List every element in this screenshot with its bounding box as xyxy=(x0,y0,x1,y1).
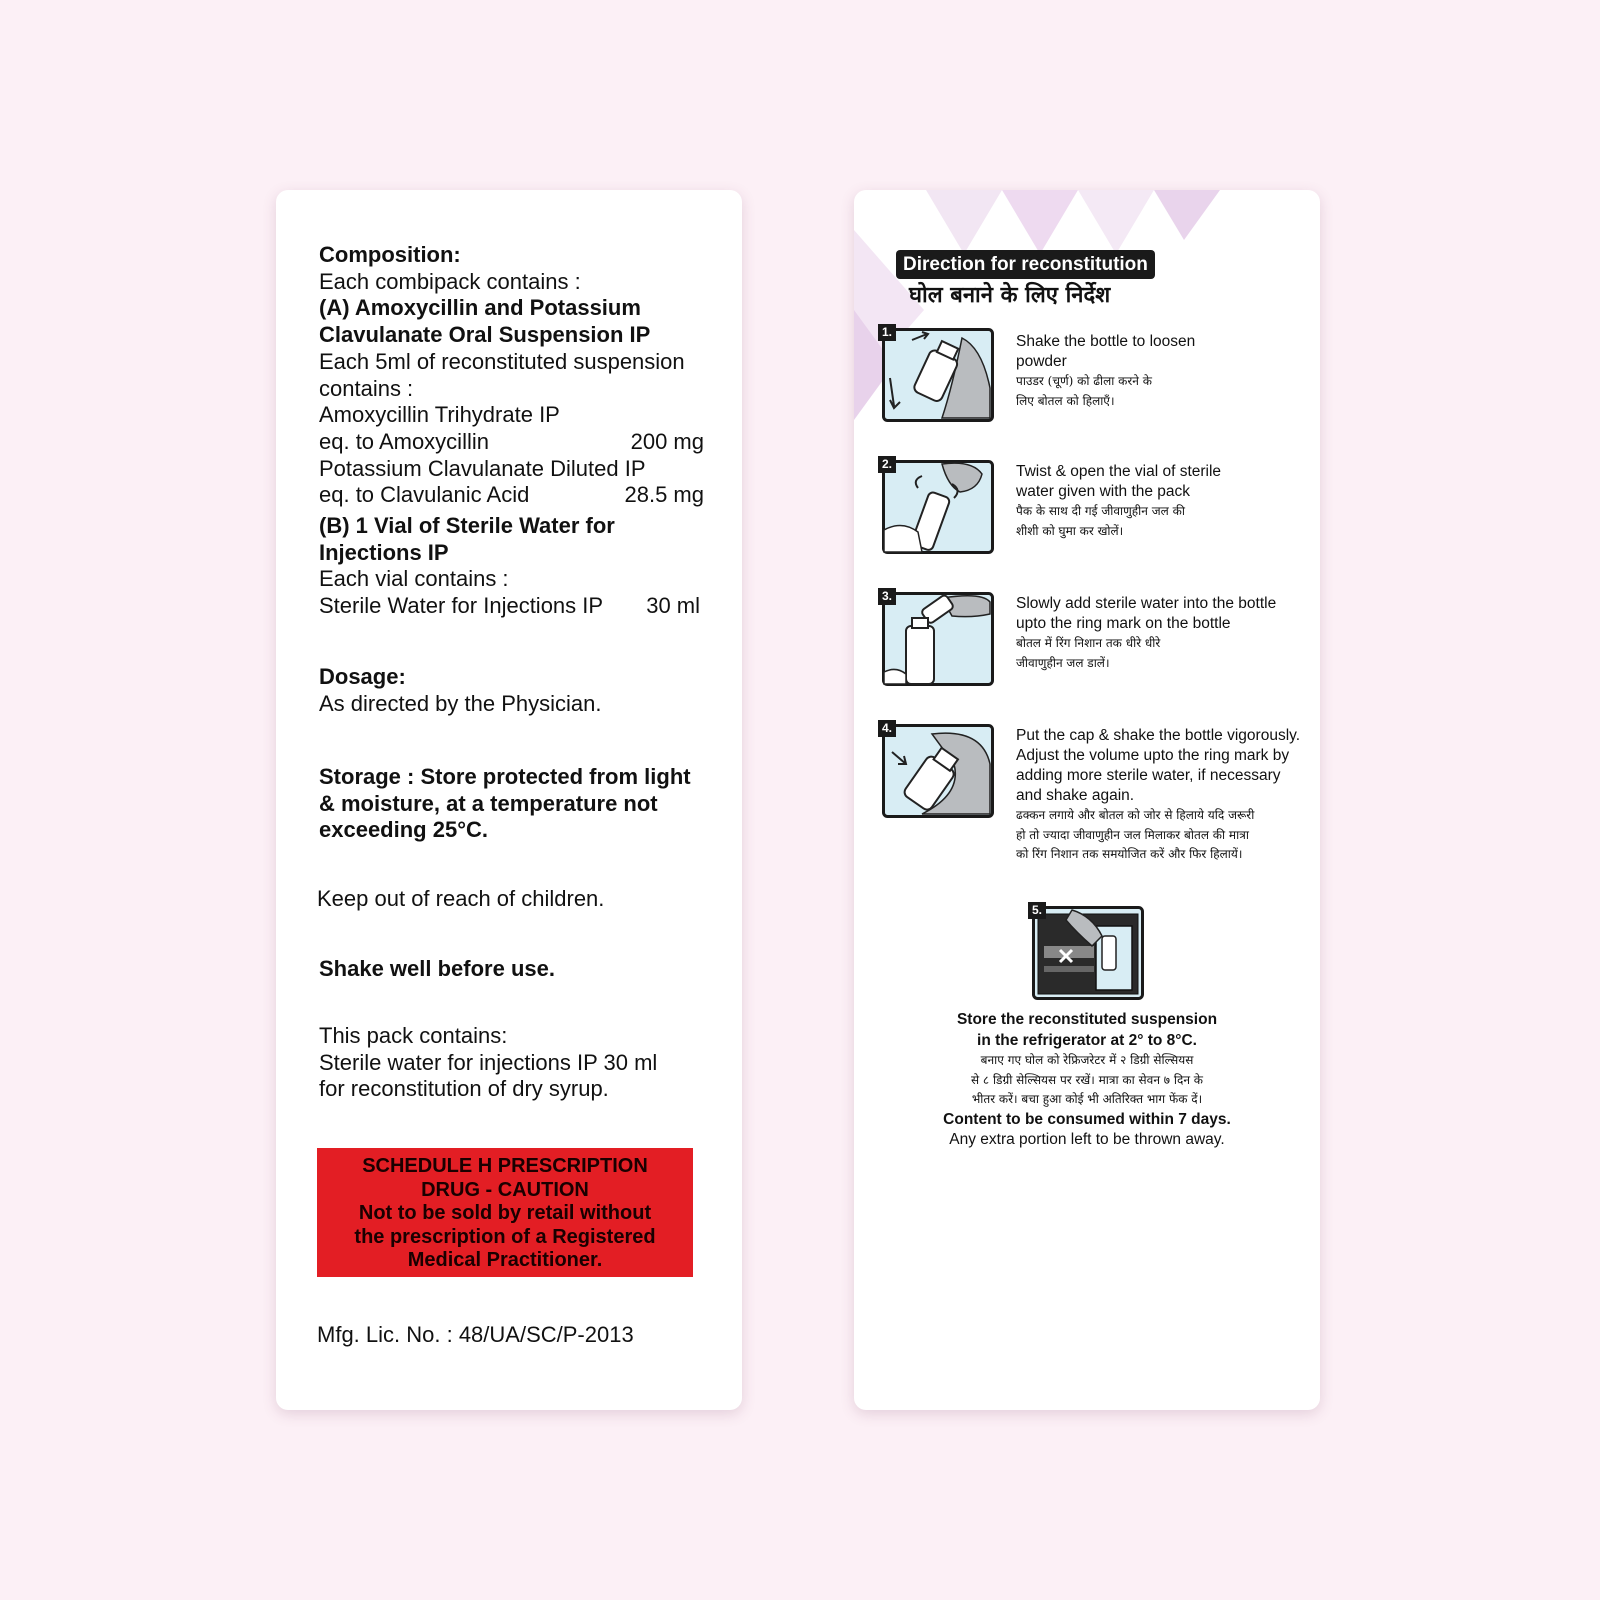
dosage-section xyxy=(319,664,704,717)
step-1-text xyxy=(1016,332,1306,411)
step-2-en-line-2: water given with the pack xyxy=(1016,483,1191,500)
step-4-en-line-3: adding more sterile water, if necessary xyxy=(1016,767,1281,784)
step-4-hi-line-3: को रिंग निशान तक समयोजित करें और फिर हिलायें। xyxy=(1016,847,1243,861)
part-a-line-1: (A) Amoxycillin and Potassium xyxy=(319,295,641,321)
step-5-hi-line-3: भीतर करें। बचा हुआ कोई भी अतिरिक्त भाग फेंक दें। xyxy=(971,1092,1203,1106)
pour-water-icon xyxy=(882,592,994,686)
step-3-hi-line-2: जीवाणुहीन जल डालें। xyxy=(1016,655,1110,670)
pack-line-3: for reconstitution of dry syrup. xyxy=(319,1076,609,1102)
direction-title-hindi: घोल बनाने के लिए निर्देश xyxy=(909,282,1111,308)
step-1-hi-line-1: पाउडर (चूर्ण) को ढीला करने के xyxy=(1016,374,1152,388)
storage-line-1: Storage : Store protected from light xyxy=(319,764,691,789)
shake-bottle-icon xyxy=(882,328,994,422)
schedule-line-1: SCHEDULE H PRESCRIPTION xyxy=(362,1155,648,1177)
step-3-en-line-1: Slowly add sterile water into the bottle xyxy=(1016,595,1277,612)
step-4-en-line-1: Put the cap & shake the bottle vigorously. xyxy=(1016,727,1301,744)
step-4-number: 4. xyxy=(878,720,896,737)
step-2-number: 2. xyxy=(878,456,896,473)
step-5-en-line-2: in the refrigerator at 2° to 8°C. xyxy=(977,1031,1197,1049)
step-4-en-line-2: Adjust the volume upto the ring mark by xyxy=(1016,747,1290,764)
part-b-line-1: (B) 1 Vial of Sterile Water for xyxy=(319,513,615,539)
pack-line-1: This pack contains: xyxy=(319,1023,508,1048)
storage-line-2: & moisture, at a temperature not xyxy=(319,790,658,816)
step-1-en-line-1: Shake the bottle to loosen xyxy=(1016,333,1196,350)
step-3-en-line-2: upto the ring mark on the bottle xyxy=(1016,615,1231,632)
step-3-text xyxy=(1016,594,1306,673)
part-a-line-2: Clavulanate Oral Suspension IP xyxy=(319,322,651,348)
step-4-hi-line-1: ढक्कन लगाये और बोतल को जोर से हिलाये यदि जरूरी xyxy=(1016,808,1255,822)
sterile-water-label: Sterile Water for Injections IP xyxy=(319,593,604,619)
clavulanic-eq-row xyxy=(319,482,704,509)
step-4-hi-line-2: हो तो ज्यादा जीवाणुहीन जल मिलाकर बोतल की मात्रा xyxy=(1016,827,1249,842)
refrigerator-icon xyxy=(1032,906,1144,1000)
keep-away-text: Keep out of reach of children. xyxy=(317,886,605,911)
schedule-line-4: the prescription of a Registered xyxy=(354,1225,656,1248)
mfg-license-number: Mfg. Lic. No. : 48/UA/SC/P-2013 xyxy=(317,1322,634,1347)
schedule-h-warning-box xyxy=(317,1148,693,1277)
step-1-en-line-2: powder xyxy=(1016,353,1067,370)
step-5-hi-line-1: बनाए गए घोल को रेफ्रिजरेटर में २ डिग्री सेल्सियस xyxy=(980,1053,1194,1067)
direction-title: Direction for reconstitution xyxy=(896,250,1155,279)
consume-within-7-days: Content to be consumed within 7 days. xyxy=(943,1110,1231,1128)
cap-shake-icon xyxy=(882,724,994,818)
storage-line-3: exceeding 25°C. xyxy=(319,817,488,843)
part-b-line-2: Injections IP xyxy=(319,539,449,565)
amoxycillin-eq-value: 200 mg xyxy=(630,428,704,454)
step-3-hi-line-1: बोतल में रिंग निशान तक धीरे धीरे xyxy=(1016,636,1161,650)
step-5-text xyxy=(914,1010,1260,1151)
step-1-number: 1. xyxy=(878,324,896,341)
step-3-number: 3. xyxy=(878,588,896,605)
amoxycillin-eq-row xyxy=(319,429,704,456)
combipack-line: Each combipack contains : xyxy=(319,268,581,294)
pack-line-2: Sterile water for injections IP 30 ml xyxy=(319,1049,658,1075)
step-2-hi-line-2: शीशी को घुमा कर खोलें। xyxy=(1016,523,1124,538)
dosage-heading: Dosage: xyxy=(319,664,406,689)
storage-section xyxy=(319,764,704,844)
amoxycillin-eq-label: eq. to Amoxycillin xyxy=(319,428,489,454)
step-4-text xyxy=(1016,726,1306,865)
composition-heading: Composition: xyxy=(319,242,461,267)
schedule-line-5: Medical Practitioner. xyxy=(407,1249,603,1271)
left-label-panel xyxy=(276,190,742,1410)
step-5-number: 5. xyxy=(1028,902,1046,919)
schedule-line-2: DRUG - CAUTION xyxy=(421,1178,589,1201)
step-5-hi-line-2: से ८ डिग्री सेल्सियस पर रखें। मात्रा का सेवन ७ दिन के xyxy=(970,1072,1204,1087)
right-label-panel xyxy=(854,190,1320,1410)
step-2-en-line-1: Twist & open the vial of sterile xyxy=(1016,463,1222,480)
schedule-line-3: Not to be sold by retail without xyxy=(358,1202,652,1224)
composition-section xyxy=(319,242,704,620)
step-2-text xyxy=(1016,462,1306,541)
step-2-hi-line-1: पैक के साथ दी गई जीवाणुहीन जल की xyxy=(1016,504,1185,518)
step-1-hi-line-2: लिए बोतल को हिलाएँ। xyxy=(1016,393,1115,408)
sterile-water-row xyxy=(319,593,704,620)
dosage-text: As directed by the Physician. xyxy=(319,690,602,716)
pack-contents-section xyxy=(319,1023,704,1103)
shake-well-text: Shake well before use. xyxy=(319,956,555,981)
clavulanate-line: Potassium Clavulanate Diluted IP xyxy=(319,455,646,481)
step-4-en-line-4: and shake again. xyxy=(1016,787,1135,804)
amoxycillin-line: Amoxycillin Trihydrate IP xyxy=(319,402,560,428)
vial-line: Each vial contains : xyxy=(319,566,509,592)
clavulanic-eq-label: eq. to Clavulanic Acid xyxy=(319,482,530,508)
step-5-en-line-1: Store the reconstituted suspension xyxy=(956,1011,1218,1028)
sterile-water-value: 30 ml xyxy=(646,593,700,619)
discard-extra-portion: Any extra portion left to be thrown away. xyxy=(949,1131,1225,1148)
each-5ml-line-2: contains : xyxy=(319,375,414,401)
each-5ml-line-1: Each 5ml of reconstituted suspension xyxy=(319,348,685,374)
open-vial-icon xyxy=(882,460,994,554)
clavulanic-eq-value: 28.5 mg xyxy=(624,482,704,508)
